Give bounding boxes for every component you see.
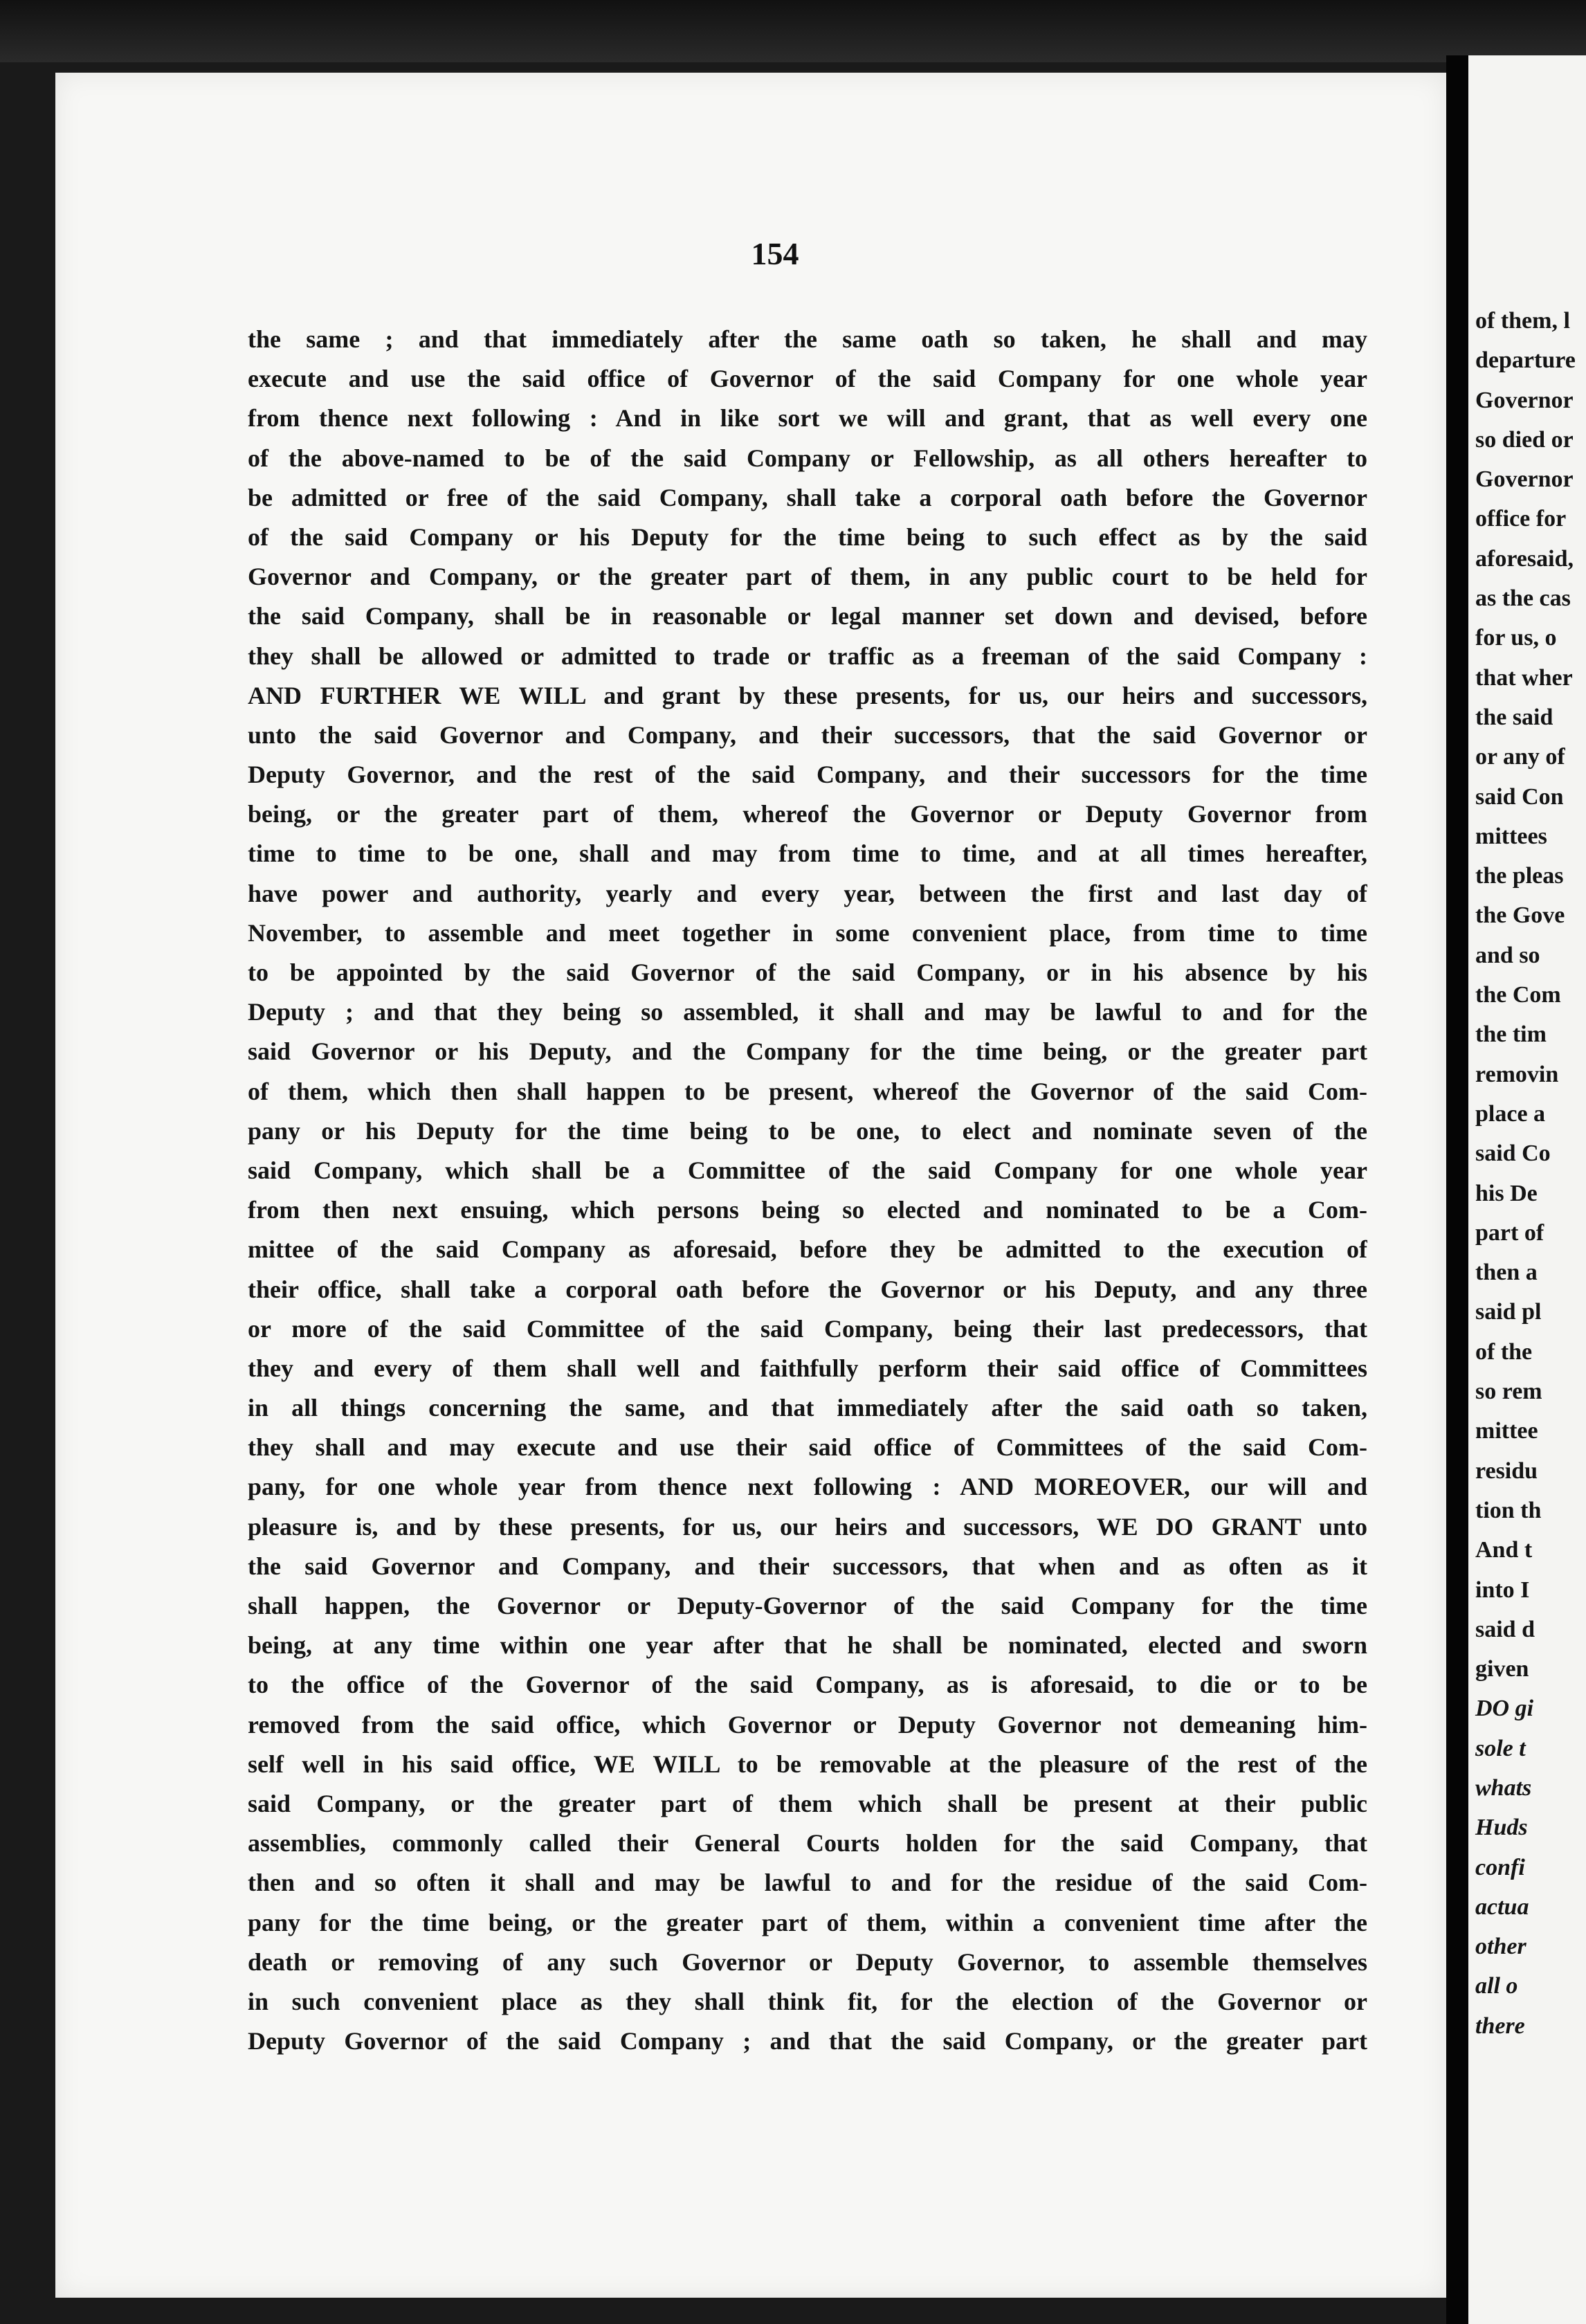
right-page-line: departure [1475,347,1576,374]
right-page-line: his De [1475,1180,1538,1206]
right-page-line: into I [1475,1577,1530,1603]
text-line: to be appointed by the said Governor of the said Company, or in his absence by his [248,959,1367,986]
text-line: death or removing of any such Governor or Deputy Governor, to assemble themselves [248,1948,1367,1976]
right-page-line: and so [1475,942,1540,968]
right-page-line: then a [1475,1260,1538,1286]
text-line: or more of the said Committee of the said Company, being their last predecessors, that [248,1314,1367,1343]
text-line: self well in his said office, WE WILL to be removable at the pleasure of the rest of the [248,1750,1367,1778]
right-page-line: sole t [1475,1735,1526,1761]
right-page-line: the pleas [1475,863,1564,889]
text-line: mittee of the said Company as aforesaid, before they be admitted to the execution of [248,1235,1367,1264]
right-page-line: given [1475,1656,1529,1682]
text-line: time to time to be one, shall and may from time to time, and at all times hereafter, [248,839,1367,868]
right-page-line: the tim [1475,1022,1547,1048]
right-page-line: so rem [1475,1379,1542,1405]
right-page-line: said d [1475,1616,1535,1642]
right-page-line: of the [1475,1338,1533,1365]
text-line: being, at any time within one year after that he shall be nominated, elected and sworn [248,1631,1367,1660]
right-page-line: Governor [1475,387,1574,413]
right-page-line: residu [1475,1458,1538,1484]
text-line: of the said Company or his Deputy for the time being to such effect as by the said [248,523,1367,551]
text-line: of them, which then shall happen to be present, whereof the Governor of the said Com- [248,1077,1367,1105]
text-line: then and so often it shall and may be lawful to and for the residue of the said Com- [248,1869,1367,1897]
text-line: Deputy ; and that they being so assembled, it shall and may be lawful to and for the [248,998,1367,1026]
text-line: Governor and Company, or the greater part of them, in any public court to be held for [248,563,1367,591]
right-page-line: so died or [1475,426,1574,453]
right-page-line: the Gove [1475,902,1565,929]
right-page-line: place a [1475,1100,1546,1127]
right-page-line: of them, l [1475,308,1570,334]
right-page-line: there [1475,2013,1525,2039]
text-line: November, to assemble and meet together in some convenient place, from time to time [248,918,1367,947]
right-page-line: mittees [1475,823,1547,849]
right-page-line: said Con [1475,783,1564,810]
text-line: pany or his Deputy for the time being to be one, to elect and nominate seven of the [248,1116,1367,1145]
right-page-line: whats [1475,1774,1532,1801]
right-page-line: for us, o [1475,625,1557,651]
right-page-line: And t [1475,1537,1533,1563]
text-line: to the office of the Governor of the said Company, as is aforesaid, to die or to be [248,1671,1367,1699]
text-line: have power and authority, yearly and every year, between the first and last day of [248,879,1367,907]
text-line: be admitted or free of the said Company, shall take a corporal oath before the Governor [248,483,1367,511]
right-page-line: other [1475,1934,1526,1960]
text-line: Deputy Governor of the said Company ; and that the said Company, or the greater part [248,2027,1367,2055]
right-page-line: that wher [1475,664,1573,691]
text-line: their office, shall take a corporal oath before the Governor or his Deputy, and any three [248,1275,1367,1303]
text-line: they shall and may execute and use their said office of Committees of the said Com- [248,1433,1367,1462]
text-line: AND FURTHER WE WILL and grant by these presents, for us, our heirs and successors, [248,681,1367,709]
right-page-line: said pl [1475,1299,1542,1325]
text-line: execute and use the said office of Governor of the said Company for one whole year [248,365,1367,393]
text-line: said Company, which shall be a Committee of the said Company for one whole year [248,1156,1367,1184]
text-line: Deputy Governor, and the rest of the said Company, and their successors for the time [248,761,1367,789]
text-line: said Company, or the greater part of them which shall be present at their public [248,1789,1367,1817]
right-page-line: Governor [1475,466,1574,493]
text-line: pany for the time being, or the greater part of them, within a convenient time after the [248,1908,1367,1936]
right-page-line: Huds [1475,1815,1528,1841]
text-line: in such convenient place as they shall think fit, for the election of the Governor or [248,1987,1367,2015]
right-page-line: actua [1475,1894,1529,1920]
text-line: shall happen, the Governor or Deputy-Governor of the said Company for the time [248,1592,1367,1619]
right-page-line: confi [1475,1854,1525,1880]
right-page-line: tion th [1475,1497,1542,1523]
text-line: said Governor or his Deputy, and the Company for the time being, or the greater part [248,1037,1367,1066]
text-line: from then next ensuing, which persons being so elected and nominated to be a Com- [248,1196,1367,1224]
text-line: removed from the said office, which Governor or Deputy Governor not demeaning him- [248,1710,1367,1739]
right-page-line: the said [1475,704,1553,730]
text-line: they shall be allowed or admitted to trade or traffic as a freeman of the said Company : [248,642,1367,670]
right-page-line: the Com [1475,982,1561,1008]
right-page-line: office for [1475,506,1567,532]
text-line: unto the said Governor and Company, and their successors, that the said Governor or [248,720,1367,749]
right-page-line: said Co [1475,1141,1551,1167]
text-line: being, or the greater part of them, whereof the Governor or Deputy Governor from [248,800,1367,828]
text-line: of the above-named to be of the said Company or Fellowship, as all others hereafter to [248,444,1367,472]
right-page-line: part of [1475,1219,1544,1246]
scan-top-edge [0,0,1586,62]
book-gutter [1446,55,1468,2324]
text-line: the said Governor and Company, and their successors, that when and as often as it [248,1552,1367,1580]
right-page-line: DO gi [1475,1696,1534,1722]
text-line: pleasure is, and by these presents, for us, our heirs and successors, WE DO GRANT unto [248,1512,1367,1541]
right-page-line: removin [1475,1061,1559,1087]
text-line: the same ; and that immediately after the same oath so taken, he shall and may [248,325,1367,353]
text-line: they and every of them shall well and faithfully perform their said office of Committees [248,1354,1367,1382]
right-page-line: as the cas [1475,585,1571,612]
page-number: 154 [751,236,799,271]
text-line: from thence next following : And in like sort we will and grant, that as well every one [248,404,1367,433]
right-page-line: aforesaid, [1475,545,1574,572]
right-page-line: mittee [1475,1418,1538,1444]
right-page-line: all o [1475,1973,1518,1999]
page-body-text [248,320,1367,2061]
right-page-line: or any of [1475,744,1565,770]
right-page-text-fragments [1468,301,1586,2046]
text-line: in all things concerning the same, and that immediately after the said oath so taken, [248,1394,1367,1422]
text-line: assemblies, commonly called their General Courts holden for the said Company, that [248,1829,1367,1858]
text-line: the said Company, shall be in reasonable or legal manner set down and devised, before [248,602,1367,630]
text-line: pany, for one whole year from thence next following : AND MOREOVER, our will and [248,1473,1367,1501]
